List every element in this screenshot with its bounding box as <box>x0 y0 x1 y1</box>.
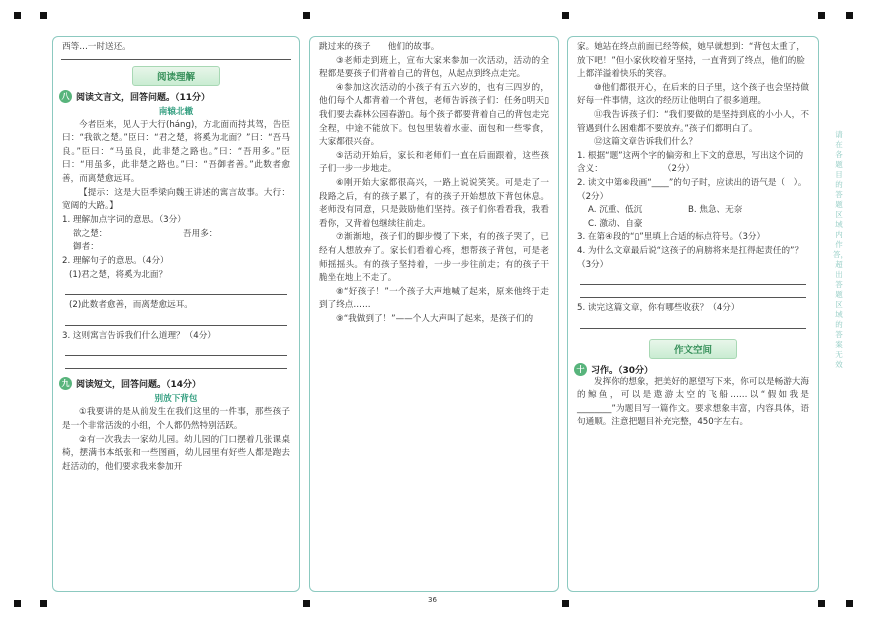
story-title: 南辕北辙 <box>158 106 194 117</box>
question-2: 2. 理解句子的意思。（4分） <box>62 255 169 266</box>
q1-item-a: 欲之楚： <box>73 229 108 240</box>
answer-line[interactable] <box>580 272 806 285</box>
q2-item-b: (2)此数者愈善，而离楚愈远耳。 <box>69 300 193 311</box>
section-title: 阅读文言文，回答问题。（11分） <box>76 92 211 103</box>
corner-mark <box>40 600 47 607</box>
corner-mark <box>40 12 47 19</box>
question-1: 1. 理解加点字词的意思。（3分） <box>62 214 186 225</box>
corner-mark <box>14 12 21 19</box>
q1-item-b: 吾用多： <box>183 229 218 240</box>
corner-mark <box>562 12 569 19</box>
option-a[interactable]: A. 沉重、低沉 <box>588 205 643 216</box>
question-3: 3. 这则寓言告诉我们什么道理？（4分） <box>62 330 216 341</box>
paragraph-continued: 跳过来的孩子 他们的故事。 <box>319 42 440 52</box>
story-title: 别放下背包 <box>154 394 198 405</box>
option-c[interactable]: C. 激动、自豪 <box>588 218 643 229</box>
question-5: 5. 读完这篇文章，你有哪些收获？（4分） <box>577 303 740 314</box>
q1-item-c: 御者： <box>73 242 99 253</box>
question-4: 4. 为什么文章最后说“这孩子的肩膀将来是扛得起责任的”？（3分） <box>577 245 804 270</box>
corner-mark <box>303 12 310 19</box>
page-number: 36 <box>428 596 437 604</box>
column-middle <box>309 36 559 592</box>
corner-mark <box>818 12 825 19</box>
section-number-badge: 九 <box>59 377 72 390</box>
answer-line[interactable] <box>65 282 287 295</box>
top-text: 西等…一时送还。 <box>62 42 131 52</box>
column-left <box>52 36 300 592</box>
paragraph-12: ⑪我告诉孩子们：“我们要做的是坚持到底的小小人，不管遇到什么困难都不要放弃。”孩子们都明白了。 <box>577 109 809 134</box>
section-10-header <box>568 363 818 376</box>
paragraph-2: ②有一次我去一家幼儿园。幼儿园的门口摆着几张课桌椅，摆满书本纸张和一些图画，幼儿园里有好些人都是跑去赶活动的，他们要求我来参加开 <box>62 434 290 472</box>
paragraph-4: ④参加这次活动的小孩子有五六岁的，也有三四岁的，他们每个人都背着一个背包，老师告诉孩子们：任务▯明天▯我们要去森林公园春游▯。每个孩子都要背着自己的背包走完全程，中途不能放下。包包里装着水壶、面包和一些零食，大家都很兴奋。 <box>319 82 549 148</box>
paragraph-8: ⑧“好孩子！”一个孩子大声地喊了起来，原来他终于走到了终点…… <box>319 286 549 311</box>
divider <box>61 59 291 60</box>
corner-mark <box>562 600 569 607</box>
q2-item-a: (1)君之楚，将奚为北面？ <box>69 269 168 280</box>
question-3: 3. 在第④段的“▯”里填上合适的标点符号。（3分） <box>577 232 766 243</box>
section-title: 习作。（30分） <box>591 365 654 376</box>
reading-banner: 阅读理解 <box>132 66 220 86</box>
question-header: ⑫这篇文章告诉我们什么？ <box>594 137 698 148</box>
story-text: 今者臣来，见人于大行(háng)，方北面而持其驾，告臣曰：“我欲之楚。”臣曰：“君之楚，将奚为北面？”曰：“吾马良。”臣曰：“马虽良，此非楚之路也。”曰：“吾用多。”臣曰：“用虽多，此非楚之路也。”曰：“吾御者善。”此数者愈善，而离楚愈远耳。 <box>62 119 290 184</box>
answer-line[interactable] <box>65 313 287 326</box>
paragraph-10: 家。她站在终点前面已经等候，她早就想到：“背包太重了，放下吧！”但小家伙咬着牙坚持，一直背到了终点，他们的脸上都洋溢着快乐的笑容。 <box>577 42 805 80</box>
section-8-header <box>53 90 299 103</box>
answer-line[interactable] <box>65 343 287 356</box>
paragraph-3: ③老师走到班上，宣布大家来参加一次活动，活动的全程都是要孩子们背着自己的背包，从起点到终点走完。 <box>319 55 549 80</box>
paragraph-7: ⑦渐渐地，孩子们的脚步慢了下来，有的孩子哭了，已经有人想放弃了。家长们看着心疼，想帮孩子背包，可是老师摇摇头。有的孩子坚持着，一步一步往前走；有的孩子干脆坐在地上不走了。 <box>319 232 549 284</box>
hint-text: 【提示：这是大臣季梁向魏王讲述的寓言故事。大行：宽阔的大路。】 <box>62 187 290 212</box>
paragraph-5: ⑤活动开始后，家长和老师们一直在后面跟着，这些孩子们一步一步地走。 <box>319 150 549 175</box>
corner-mark <box>846 12 853 19</box>
paragraph-1: ①我要讲的是从前发生在我们这里的一件事，那些孩子是一个非常活泼的小组，个人都仍然特别活跃。 <box>62 407 290 431</box>
column-right <box>567 36 819 592</box>
section-9-header <box>53 377 299 390</box>
option-b[interactable]: B. 焦急、无奈 <box>688 205 743 216</box>
paragraph-6: ⑥刚开始大家都很高兴，一路上说说笑笑。可是走了一段路之后，有的孩子累了，有的孩子开始想放下背包休息。老师没有同意，只是鼓励他们坚持。孩子们你看看我，我看看你，又背着包继续往前走。 <box>319 177 549 229</box>
answer-line[interactable] <box>65 356 287 369</box>
answer-line[interactable] <box>580 285 806 298</box>
question-2: 2. 读文中第⑥段画“____”的句子时，应读出的语气是（ ）。（2分） <box>577 177 807 202</box>
corner-mark <box>303 600 310 607</box>
section-number-badge: 十 <box>574 363 587 376</box>
corner-mark <box>846 600 853 607</box>
section-number-badge: 八 <box>59 90 72 103</box>
corner-mark <box>14 600 21 607</box>
paragraph-11: ⑩他们都很开心，在后来的日子里，这个孩子也会坚持做好每一件事情，这次的经历让他明白了很多道理。 <box>577 82 809 107</box>
corner-mark <box>818 600 825 607</box>
answer-line[interactable] <box>580 316 806 329</box>
question-1: 1. 根据“题”这两个字的偏旁和上下文的意思，写出这个词的含义： （2分） <box>577 150 804 175</box>
section-title: 阅读短文，回答问题。（14分） <box>76 380 202 391</box>
essay-prompt: 发挥你的想象，把美好的愿望写下来，你可以是畅游大海的鲸鱼，可以是遨游太空的飞船……以“假如我是________”为题目写一篇作文。要求想象丰富，内容具体，语句通顺。注意把题目补充完整，450字左右。 <box>577 376 809 428</box>
writing-banner: 作文空间 <box>649 339 737 359</box>
paragraph-9: ⑨“我做到了！”——个人大声叫了起来，是孩子们的 <box>336 313 534 324</box>
sidebar-notice: 请在各题目的答题区域内作答，超出答题区域的答案无效 <box>833 130 848 369</box>
